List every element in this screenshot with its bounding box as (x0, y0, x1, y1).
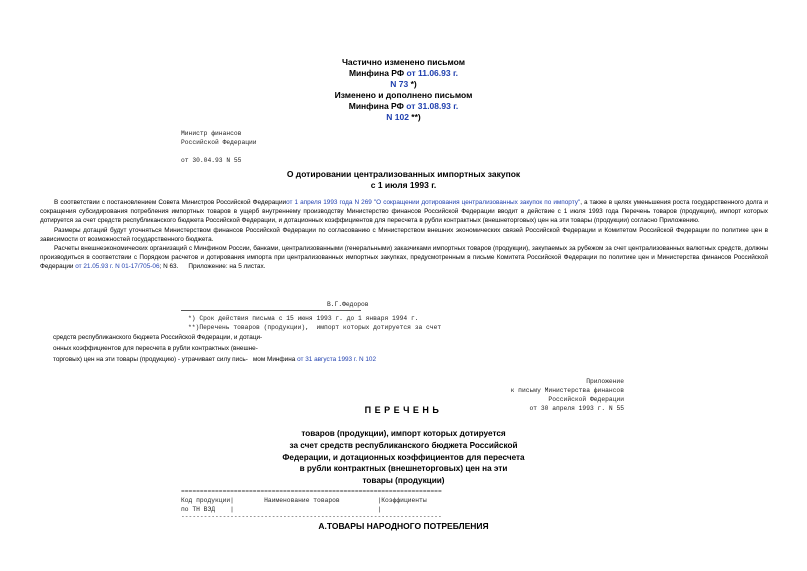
sender-line-1: Министр финансов (181, 130, 242, 137)
signature: В.Г.Федоров (327, 301, 369, 308)
amendment-header (0, 57, 807, 123)
letter-link-31-08-93[interactable]: от 31.08.93 г. (406, 101, 459, 111)
title-line-1: О дотировании централизованных импортных закупок (286, 169, 521, 179)
paragraph-1: В соответствии с постановлением Совета Министров Российской Федерацииот 1 апреля 1993 года N 269 "О сокращении дотирования централизованных закупок по импорту", а также в целях уменьшения роста государственного долга и сокращения субсидирования потребления импортных товаров в ущерб внутреннему производству Министерство финансов Российской Федерации вводит в действие с 1 июля 1993 года Перечень товаров (продукции), импорт которых дотируется за счет средств республиканского бюджета Российской Федерации, и дотационных коэффициентов для пересчета в рубли контрактных (внешнеторговых) цен на эти товары (продукции) согласно Приложению. (40, 199, 768, 225)
document-title (0, 169, 807, 191)
decree-link[interactable]: от 1 апреля 1993 года N 269 (286, 199, 372, 206)
subtitle-line-3: Федерации, и дотационных коэффициентов для пересчета (282, 452, 525, 462)
sender-block (181, 129, 257, 165)
footnote-continuation (53, 332, 376, 365)
letter-link-n73[interactable]: N 73 (390, 79, 409, 89)
appendix-line-4: от 30 апреля 1993 г. N 55 (529, 405, 624, 412)
subtitle-line-5: товары (продукции) (362, 476, 445, 486)
letter-link-11-06-93[interactable]: от 11.06.93 г. (406, 68, 459, 78)
header-line-5: Минфина РФ от 31.08.93 г. (348, 101, 459, 111)
list-subtitle (0, 428, 807, 487)
appendix-line-1: Приложение (586, 378, 624, 385)
paragraph-2: Размеры дотаций будут уточняться Министерством финансов Российской Федерации по согласованию с Министерством внешних экономических связей Российской Федерации и Комитетом Российской Федерации по политике цен в зависимости от возможностей государственного бюджета. (40, 226, 768, 243)
list-heading: ПЕРЕЧЕНЬ (364, 405, 443, 415)
header-line-3: N 73 *) (390, 79, 417, 89)
section-heading: А.ТОВАРЫ НАРОДНОГО ПОТРЕБЛЕНИЯ (318, 521, 489, 531)
letter-link-21-05-93[interactable]: от 21.05.93 г. N 01-17/705-06 (75, 263, 160, 271)
title-line-2: с 1 июля 1993 г. (370, 180, 437, 190)
header-line-1: Частично изменено письмом (341, 57, 466, 67)
subtitle-line-4: в рубли контрактных (внешнеторговых) цен на эти (299, 464, 508, 474)
sender-line-3: от 30.04.93 N 55 (181, 157, 242, 164)
table-header-row-2: по ТН ВЭД | | (181, 506, 382, 513)
letter-link-n102[interactable]: N 102 (386, 112, 409, 122)
subtitle-line-1: товаров (продукции), импорт которых дотируется (301, 429, 506, 438)
attachment-note: Приложение: на 5 листах. (188, 263, 266, 271)
continuation-line-1: средств республиканского бюджета Российской Федерации, и дотаци- (53, 334, 263, 341)
footnote-2: **)Перечень товаров (продукции), импорт которых дотируется за счет (188, 324, 442, 331)
continuation-line-2: онных коэффициентов для пересчета в рубли контрактных (внешне- (53, 345, 258, 352)
subtitle-line-2: за счет средств республиканского бюджета Российской (289, 440, 518, 450)
footnote-1: *) Срок действия письма с 15 июня 1993 г. до 1 января 1994 г. (188, 315, 419, 322)
appendix-line-3: Российской Федерации (548, 396, 624, 403)
letter-link-31-08-93-n102[interactable]: от 31 августа 1993 г. N 102 (297, 356, 377, 363)
header-line-4: Изменено и дополнено письмом (334, 90, 473, 100)
sender-line-2: Российской Федерации (181, 139, 257, 146)
header-line-2: Минфина РФ от 11.06.93 г. (348, 68, 459, 78)
decree-title-link[interactable]: "О сокращении дотирования централизованных закупок по импорту" (371, 199, 581, 206)
footnote-separator (181, 310, 361, 311)
header-line-6: N 102 **) (386, 112, 421, 122)
continuation-line-3: торговых) цен на эти товары (продукцию) - утрачивает силу пись- мом Минфина от 31 августа 1993 г. N 102 (53, 356, 377, 363)
appendix-line-2: к письму Министерства финансов (510, 387, 624, 394)
table-top-rule: ===================================================================== (181, 488, 442, 495)
table-bottom-rule: --------------------------------------------------------------------- (181, 513, 442, 520)
paragraph-3: Расчеты внешнеэкономических организаций с Минфином России, банками, централизованными (генеральными) заказчиками импортных товаров (продукции), закупаемых за рубежом за счет централизованных валютных средств, должны производиться в соответствии с Порядком расчетов и дотирования импорта при централизованных импортных закупках, предусмотренным в письме Комитета Российской Федерации по политике цен и Министерства финансов Российской Федерации от 21.05.93 г. N 01-17/705-06; N 63. Приложение: на 5 листах. (40, 245, 768, 271)
table-header-row-1: Код продукции| Наименование товаров |Коэффициенты (181, 497, 427, 504)
document-body (40, 198, 768, 272)
